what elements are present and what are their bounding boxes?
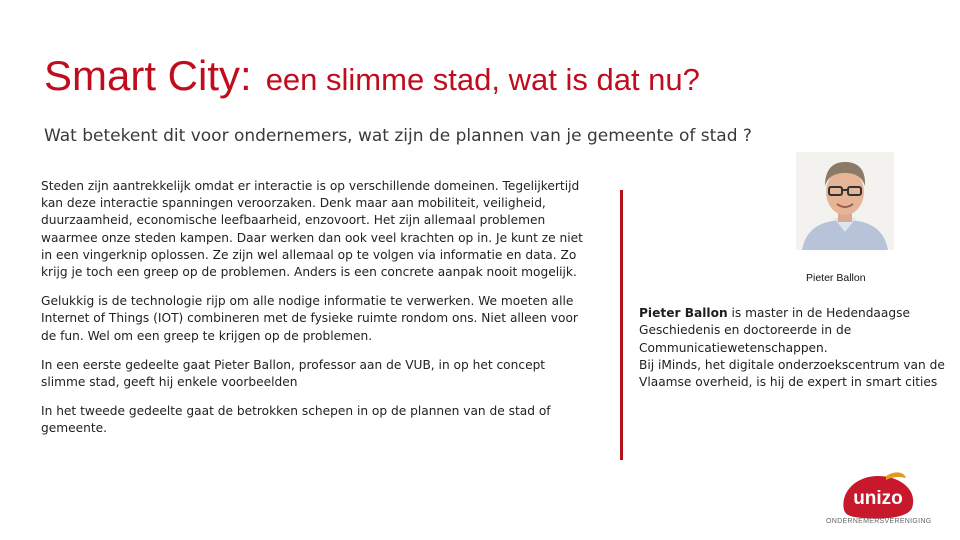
- svg-text:unizo: unizo: [853, 488, 903, 509]
- logo-tagline: ONDERNEMERSVERENIGING: [826, 518, 932, 525]
- paragraph-1: Steden zijn aantrekkelijk omdat er interactie is op verschillende domeinen. Tegelijkertijd kan deze interactie spanningen veroorzaken. Denk maar aan mobiliteit, veiligheid, duurzaamheid, economische leefbaarheid, enzovoort. Het zijn allemaal problemen waarmee onze steden kampen. Daar werken dan ook veel krachten op in. Je kunt ze niet in een vingerknip oplossen. Ze zijn wel allemaal op te volgen via informatie en data. Zo krijg je toch een greep op de problemen. Anders is een concrete aanpak nooit mogelijk.: [41, 179, 583, 280]
- paragraph-4: In het tweede gedeelte gaat de betrokken schepen in op de plannen van de stad of gemeente.: [41, 404, 551, 436]
- bio-line-1: is master in de Hedendaagse Geschiedenis en doctoreerde in de Communicatiewetenschappen.: [639, 306, 910, 355]
- title-main: Smart City:: [44, 52, 252, 99]
- photo-caption: Pieter Ballon: [806, 272, 866, 284]
- paragraph-2: Gelukkig is de technologie rijp om alle nodige informatie te verwerken. We moeten alle Internet of Things (IOT) combineren met de fysieke ruimte rondom ons. Niet alleen voor de fun. Wel om een greep te krijgen op de problemen.: [41, 294, 578, 343]
- vertical-divider: [620, 190, 623, 460]
- bio-line-2: Bij iMinds, het digitale onderzoekscentrum van de Vlaamse overheid, is hij de expert in smart cities: [639, 357, 945, 390]
- slide-title: [44, 52, 700, 100]
- slide-subtitle: Wat betekent dit voor ondernemers, wat zijn de plannen van je gemeente of stad ?: [44, 126, 752, 146]
- portrait-photo: [796, 152, 894, 250]
- bio-name: Pieter Ballon: [639, 306, 728, 320]
- speaker-bio: [639, 305, 951, 391]
- paragraph-3: In een eerste gedeelte gaat Pieter Ballon, professor aan de VUB, in op het concept slimme stad, geeft hij enkele voorbeelden: [41, 357, 546, 390]
- portrait-illustration: [796, 152, 894, 250]
- body-text: [41, 178, 586, 450]
- title-rest: een slimme stad, wat is dat nu?: [265, 62, 700, 97]
